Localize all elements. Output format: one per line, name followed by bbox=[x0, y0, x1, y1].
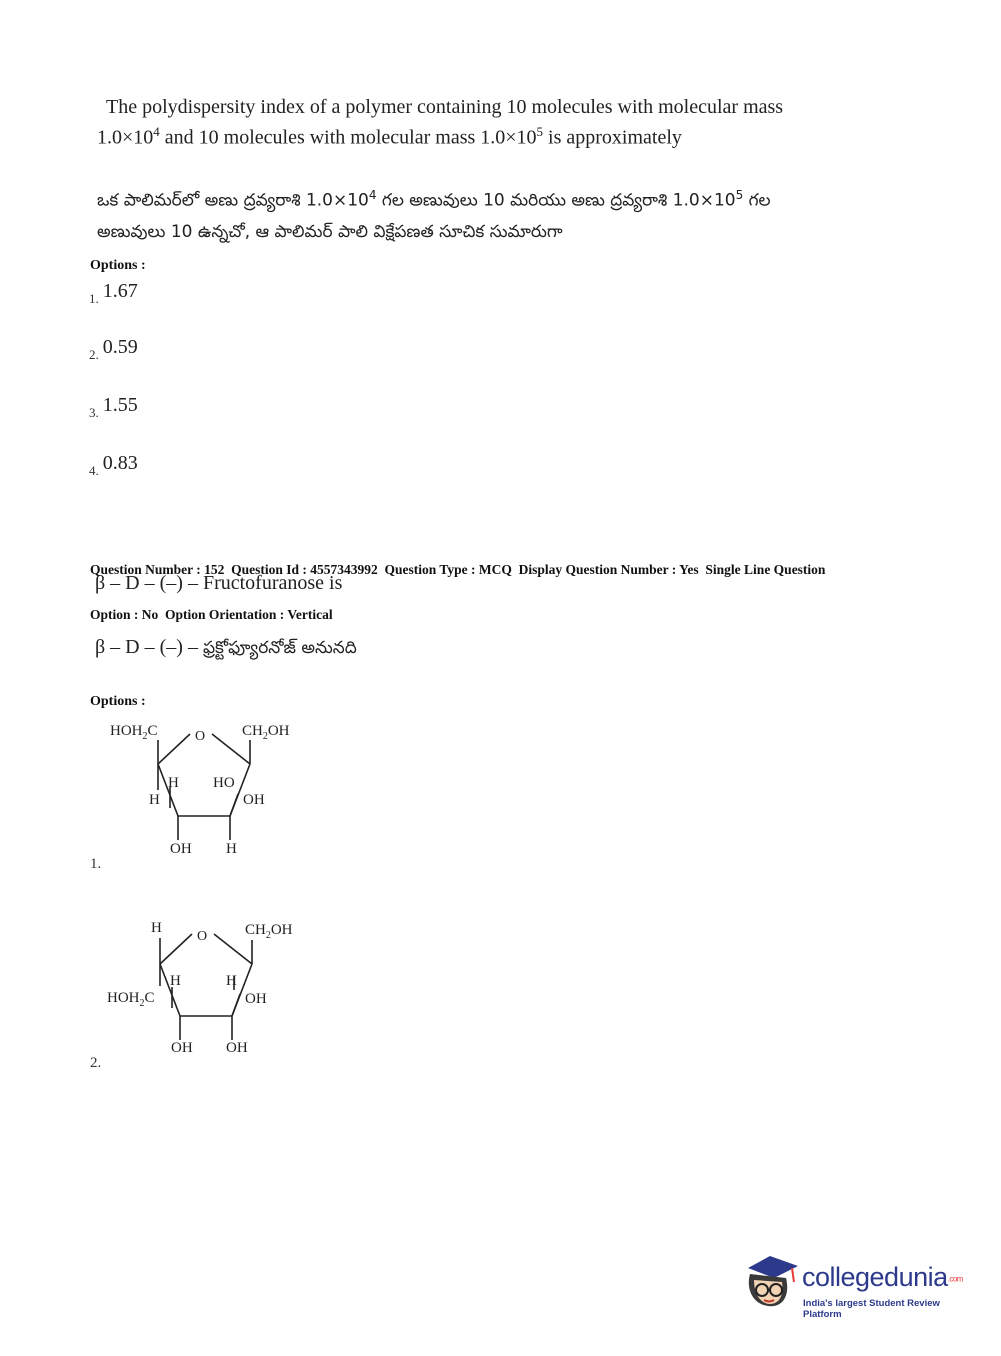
q1-option-4[interactable]: $_{4.}$ 0.83 bbox=[89, 452, 138, 478]
s1-bottom-right: H bbox=[226, 841, 237, 857]
s1-outer-left: H bbox=[149, 792, 160, 808]
logo-wordmark: collegedunia.com bbox=[802, 1262, 963, 1292]
s2-outer-left: $HOH_2C$ bbox=[107, 990, 155, 1009]
fructofuranose-structure-2 bbox=[100, 912, 320, 1062]
q1-options-label: Options : bbox=[90, 258, 146, 273]
s1-inner-left: H bbox=[168, 775, 179, 791]
s1-ring-oxygen: O bbox=[195, 729, 206, 744]
s1-top-right: $CH_2OH$ bbox=[242, 723, 290, 742]
s1-top-left: $HOH_2C$ bbox=[110, 723, 158, 742]
q2-option-1[interactable] bbox=[100, 712, 320, 867]
q1-option-1[interactable]: $_{1.}$ 1.67 bbox=[89, 280, 138, 306]
s2-outer-right: OH bbox=[245, 991, 267, 1007]
q1-english-line2: $1.0\times 10^4$ and 10 molecules with molecular mass $1.0\times 10^5$ is approximately bbox=[97, 124, 682, 149]
s2-bottom-right: OH bbox=[226, 1040, 248, 1056]
q2-english-text: β – D – (–) – Fructofuranose is bbox=[95, 572, 343, 594]
q1-english-line1: The polydispersity index of a polymer containing 10 molecules with molecular mass bbox=[106, 96, 784, 118]
q1-option-2[interactable]: $_{2.}$ 0.59 bbox=[89, 336, 138, 362]
s2-bottom-left: OH bbox=[171, 1040, 193, 1056]
s1-bottom-left: OH bbox=[170, 841, 192, 857]
s1-inner-right: HO bbox=[213, 775, 235, 791]
q1-telugu-text bbox=[97, 180, 937, 248]
s2-inner-left: H bbox=[170, 973, 181, 989]
q2-option-1-num: 1. bbox=[90, 856, 102, 872]
q1-telugu-line2: అణువులు 10 ఉన్నచో, ఆ పాలిమర్ పాలి విక్షేపణత సూచిక సుమారుగా bbox=[97, 221, 563, 242]
q2-telugu-text: β – D – (–) – ఫ్రక్టోఫ్యూరనోజ్ అనునది bbox=[95, 636, 357, 658]
q1-english-text bbox=[106, 95, 906, 120]
s1-outer-right: OH bbox=[243, 792, 265, 808]
logo-dotcom: .com bbox=[947, 1274, 963, 1284]
q1-option-3[interactable]: $_{3.}$ 1.55 bbox=[89, 394, 138, 420]
s2-top-right: $CH_2OH$ bbox=[245, 922, 293, 941]
mascot-icon bbox=[740, 1248, 802, 1310]
q2-option-2[interactable] bbox=[100, 912, 320, 1067]
q2-meta-line2: Option : No Option Orientation : Vertical bbox=[90, 607, 333, 622]
logo-tagline: India's largest Student Review Platform bbox=[803, 1298, 940, 1320]
s2-inner-right: H bbox=[226, 973, 237, 989]
collegedunia-logo[interactable] bbox=[740, 1248, 970, 1320]
s2-ring-oxygen: O bbox=[197, 929, 208, 944]
q2-option-2-num: 2. bbox=[90, 1055, 102, 1071]
fructofuranose-structure-1 bbox=[100, 712, 320, 862]
q2-meta-line1: Question Number : 152 Question Id : 4557343992 Question Type : MCQ Display Question Number : Yes Single Line Question bbox=[90, 562, 826, 577]
q1-telugu-line1: ఒక పాలిమర్‌లో అణు ద్రవ్యరాశి $1.0\times 10^4$ గల అణువులు 10 మరియు అణు ద్రవ్యరాశి $1.0\times 10^5$ గల bbox=[97, 188, 771, 211]
s2-top-left: H bbox=[151, 920, 162, 936]
q2-options-label: Options : bbox=[90, 694, 146, 709]
